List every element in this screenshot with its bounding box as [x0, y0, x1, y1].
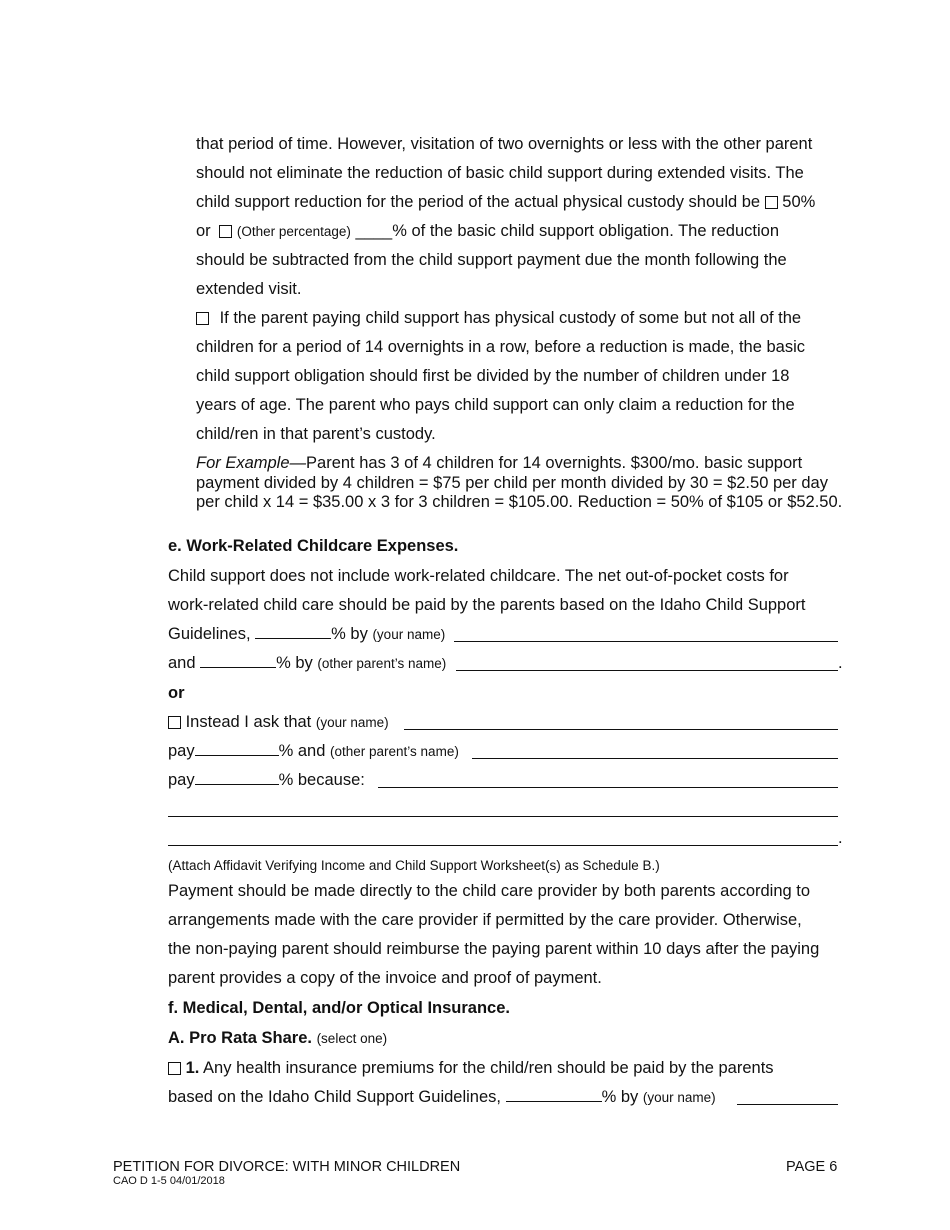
pay-and-line: pay % and (other parent’s name): [168, 742, 459, 760]
custody-split-line-1: If the parent paying child support has physical custody of some but not all of the: [196, 308, 801, 328]
other-percentage-blank[interactable]: ____: [355, 222, 393, 240]
payment-line-2: arrangements made with the care provider if permitted by the care provider. Otherwise,: [168, 911, 802, 929]
section-e-heading: e. Work-Related Childcare Expenses.: [168, 537, 459, 555]
custody-split-line-2: children for a period of 14 overnights in a row, before a reduction is made, the basic: [196, 338, 806, 356]
section-e-line-2: work-related child care should be paid by the parents based on the Idaho Child Support: [168, 596, 806, 614]
section-e-line-1: Child support does not include work-related childcare. The net out-of-pocket costs for: [168, 567, 789, 585]
payment-line-3: the non-paying parent should reimburse the paying parent within 10 days after the paying: [168, 940, 820, 958]
insurance-item-line-1: 1. Any health insurance premiums for the child/ren should be paid by the parents: [168, 1058, 774, 1078]
section-f-heading: f. Medical, Dental, and/or Optical Insurance.: [168, 999, 510, 1017]
attach-note: (Attach Affidavit Verifying Income and Child Support Worksheet(s) as Schedule B.): [168, 858, 660, 873]
your-name-field[interactable]: [454, 641, 838, 642]
example-paragraph: For Example—Parent has 3 of 4 children for 14 overnights. $300/mo. basic support payment divided by 4 children = $75 per child per month divided by 30 = $2.50 per day per child x 14 = $35.00 x 3 for 3 children = $105.00. Reduction = 50% of $105 or $52.50.: [196, 454, 843, 511]
checkbox-custody-split[interactable]: [196, 312, 209, 325]
custody-split-line-5: child/ren in that parent’s custody.: [196, 425, 436, 443]
other-parent-line: and % by (other parent’s name): [168, 654, 447, 672]
cont-line-6: extended visit.: [196, 280, 302, 298]
checkbox-50-percent[interactable]: [765, 196, 778, 209]
checkbox-insurance-1[interactable]: [168, 1062, 181, 1075]
pay-because-line: pay % because:: [168, 771, 365, 789]
your-percentage-field[interactable]: [255, 624, 331, 639]
cont-line-1: that period of time. However, visitation of two overnights or less with the other parent: [196, 135, 813, 153]
payment-line-4: parent provides a copy of the invoice and proof of payment.: [168, 969, 602, 987]
cont-line-4: or (Other percentage) ____% of the basic child support obligation. The reduction: [196, 222, 780, 240]
insurance-item-line-2: based on the Idaho Child Support Guidelines, % by (your name): [168, 1088, 716, 1106]
other-parent-period: .: [838, 654, 843, 672]
pay-other-name-field[interactable]: [472, 758, 838, 759]
or-label: or: [168, 684, 185, 702]
insurance-name-field[interactable]: [737, 1104, 838, 1105]
checkbox-other-percentage[interactable]: [219, 225, 232, 238]
checkbox-instead[interactable]: [168, 716, 181, 729]
cont-line-5: should be subtracted from the child support payment due the month following the: [196, 251, 787, 269]
guidelines-line: Guidelines, % by (your name): [168, 625, 446, 643]
because-field[interactable]: [378, 787, 838, 788]
because-field-line-2[interactable]: [168, 816, 838, 817]
instead-name-field[interactable]: [404, 729, 838, 730]
because-field-line-3[interactable]: [168, 845, 838, 846]
cont-line-2: should not eliminate the reduction of basic child support during extended visits. The: [196, 164, 804, 182]
option-50-percent: 50%: [782, 193, 816, 211]
cont-line-3: child support reduction for the period of the actual physical custody should be 50%: [196, 193, 816, 211]
other-percentage-label: (Other percentage): [236, 224, 351, 239]
instead-line: Instead I ask that (your name): [168, 712, 389, 733]
other-parent-name-field[interactable]: [456, 670, 838, 671]
pay-percentage-field-1[interactable]: [195, 741, 279, 756]
page-number: PAGE 6: [786, 1159, 838, 1175]
footer-code: CAO D 1-5 04/01/2018: [113, 1175, 225, 1187]
pro-rata-heading: A. Pro Rata Share. (select one): [168, 1029, 388, 1047]
custody-split-line-3: child support obligation should first be divided by the number of children under 18: [196, 367, 790, 385]
custody-split-line-4: years of age. The parent who pays child support can only claim a reduction for the: [196, 396, 795, 414]
payment-line-1: Payment should be made directly to the child care provider by both parents according to: [168, 882, 811, 900]
other-percentage-field[interactable]: [200, 653, 276, 668]
pay-percentage-field-2[interactable]: [195, 770, 279, 785]
insurance-percentage-field[interactable]: [506, 1087, 602, 1102]
because-period: .: [838, 829, 843, 847]
footer-title: PETITION FOR DIVORCE: WITH MINOR CHILDREN: [113, 1159, 461, 1175]
